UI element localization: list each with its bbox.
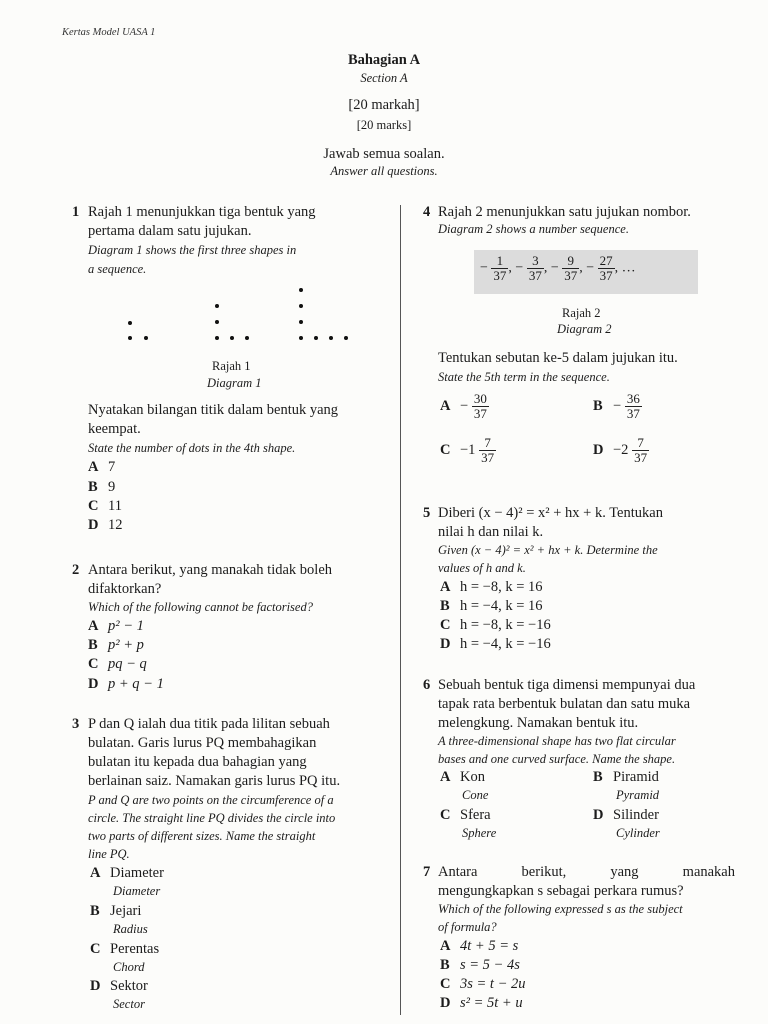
option-d[interactable]: D 12 — [88, 517, 123, 533]
dot — [299, 336, 303, 340]
sequence-term: $\frac{3}{37}$ — [528, 253, 542, 283]
option-d[interactable]: D p + q − 1 — [88, 676, 164, 692]
option-c[interactable]: C 11 — [88, 498, 122, 514]
option-c-en: Chord — [113, 960, 145, 974]
dot — [230, 336, 234, 340]
marks-ms: [20 markah] — [348, 97, 420, 113]
sequence-term: $\frac{27}{37}$ — [599, 253, 613, 283]
option-c[interactable]: C Sfera — [440, 807, 491, 823]
stem-line-en: values of h and k. — [438, 561, 526, 575]
ask-line-en: State the number of dots in the 4th shape. — [88, 441, 296, 455]
option-c[interactable]: C −1 $\frac{7}{37}$ — [440, 435, 495, 465]
option-c[interactable]: C pq − q — [88, 656, 147, 672]
option-d[interactable]: D Silinder — [593, 807, 659, 823]
option-b[interactable]: B h = −4, k = 16 — [440, 598, 543, 614]
instruction-ms: Jawab semua soalan. — [323, 146, 445, 162]
stem-line: bulatan itu kepada dua bahagian yang — [88, 754, 307, 770]
question-number: 2 — [72, 562, 80, 578]
dot — [329, 336, 333, 340]
stem-line-en: circle. The straight line PQ divides the circle into — [88, 811, 336, 825]
option-a-en: Cone — [462, 788, 489, 802]
option-a-en: Diameter — [113, 884, 161, 898]
column-divider — [400, 205, 401, 1015]
dot — [128, 321, 132, 325]
instruction-en: Answer all questions. — [330, 164, 438, 178]
stem-line-en: Diagram 1 shows the first three shapes in — [88, 243, 297, 257]
stem-line-en: line PQ. — [88, 847, 130, 861]
dot — [215, 320, 219, 324]
diagram-label-ms: Rajah 1 — [212, 359, 251, 373]
diagram-label-en: Diagram 2 — [557, 322, 612, 336]
stem-line: tapak rata berbentuk bulatan dan satu muka — [438, 696, 691, 712]
stem-line: Sebuah bentuk tiga dimensi mempunyai dua — [438, 677, 696, 693]
stem-line-en: P and Q are two points on the circumference of a — [88, 793, 334, 807]
stem-line: nilai h dan nilai k. — [438, 524, 544, 540]
option-b-en: Pyramid — [616, 788, 660, 802]
option-b[interactable]: B Piramid — [593, 769, 659, 785]
option-a[interactable]: A h = −8, k = 16 — [440, 579, 543, 595]
marks-en: [20 marks] — [356, 118, 412, 132]
dot — [128, 336, 132, 340]
stem-line: Antara berikut, yang manakah tidak boleh — [88, 562, 333, 578]
paper-label: Kertas Model UASA 1 — [62, 27, 156, 38]
stem-line: Rajah 2 menunjukkan satu jujukan nombor. — [438, 204, 691, 220]
dot — [245, 336, 249, 340]
diagram-label-en: Diagram 1 — [207, 376, 262, 390]
option-b[interactable]: B − $\frac{36}{37}$ — [593, 391, 640, 421]
sequence-term: $\frac{1}{37}$ — [493, 253, 507, 283]
ask-line: keempat. — [88, 421, 141, 437]
option-a[interactable]: A 4t + 5 = s — [440, 938, 519, 954]
option-d[interactable]: D s² = 5t + u — [440, 995, 523, 1011]
ask-line-en: State the 5th term in the sequence. — [438, 370, 610, 384]
section-title-ms: Bahagian A — [347, 52, 421, 68]
stem-line: Diberi (x − 4)² = x² + hx + k. Tentukan — [438, 505, 663, 521]
stem-line: difaktorkan? — [88, 581, 162, 597]
question-number: 1 — [72, 204, 80, 220]
option-b[interactable]: B p² + p — [88, 637, 144, 653]
option-b[interactable]: B 9 — [88, 479, 116, 495]
question-number: 5 — [423, 505, 431, 521]
stem-line: P dan Q ialah dua titik pada lilitan sebuah — [88, 716, 330, 732]
option-b[interactable]: B Jejari — [90, 903, 142, 919]
dot — [299, 288, 303, 292]
sequence-term: $\frac{9}{37}$ — [564, 253, 578, 283]
option-a[interactable]: A 7 — [88, 459, 116, 475]
stem-line: berlainan saiz. Namakan garis lurus PQ itu. — [88, 773, 341, 789]
option-c-en: Sphere — [462, 826, 497, 840]
stem-line-en: two parts of different sizes. Name the straight — [88, 829, 316, 843]
option-c[interactable]: C h = −8, k = −16 — [440, 617, 551, 633]
question-number: 6 — [423, 677, 431, 693]
diagram-label-ms: Rajah 2 — [562, 306, 601, 320]
dot — [299, 304, 303, 308]
question-number: 4 — [423, 204, 431, 220]
dot — [215, 304, 219, 308]
question-number: 3 — [72, 716, 80, 732]
stem-line: melengkung. Namakan bentuk itu. — [438, 715, 639, 731]
stem-line-en: of formula? — [438, 920, 497, 934]
dot — [299, 320, 303, 324]
option-b-en: Radius — [113, 922, 148, 936]
stem-line-en: Diagram 2 shows a number sequence. — [438, 222, 629, 236]
option-a[interactable]: A − $\frac{30}{37}$ — [440, 391, 487, 421]
option-d[interactable]: D Sektor — [90, 978, 148, 994]
option-c[interactable]: C Perentas — [90, 941, 160, 957]
option-d[interactable]: D −2 $\frac{7}{37}$ — [593, 435, 648, 465]
dot — [314, 336, 318, 340]
ask-line: Nyatakan bilangan titik dalam bentuk yang — [88, 402, 339, 418]
option-a[interactable]: A p² − 1 — [88, 618, 144, 634]
ask-line: Tentukan sebutan ke-5 dalam jujukan itu. — [438, 350, 678, 366]
option-d[interactable]: D h = −4, k = −16 — [440, 636, 551, 652]
stem-line-en: Given (x − 4)² = x² + hx + k. Determine the — [438, 543, 658, 557]
option-a[interactable]: A Diameter — [90, 865, 164, 881]
stem-line: mengungkapkan s sebagai perkara rumus? — [438, 883, 684, 899]
option-c[interactable]: C 3s = t − 2u — [440, 976, 526, 992]
number-sequence: − $\frac{1}{37}$ , − $\frac{3}{37}$ , − $\frac{9}{37}$ , − $\frac{27}{37}$ , … — [480, 253, 636, 283]
stem-line: bulatan. Garis lurus PQ membahagikan — [88, 735, 317, 751]
option-b[interactable]: B s = 5 − 4s — [440, 957, 520, 973]
option-d-en: Cylinder — [616, 826, 660, 840]
stem-line-en: Which of the following expressed s as the subject — [438, 902, 683, 916]
dot — [144, 336, 148, 340]
question-number: 7 — [423, 864, 431, 880]
option-a[interactable]: A Kon — [440, 769, 485, 785]
stem-line-en: a sequence. — [88, 262, 147, 276]
dot — [215, 336, 219, 340]
stem-line-en: A three-dimensional shape has two flat circular — [438, 734, 676, 748]
stem-line: Rajah 1 menunjukkan tiga bentuk yang — [88, 204, 316, 220]
section-title-en: Section A — [360, 71, 408, 85]
stem-line: pertama dalam satu jujukan. — [88, 223, 252, 239]
dot — [344, 336, 348, 340]
option-d-en: Sector — [113, 997, 145, 1011]
stem-line: Antara berikut, yang manakah — [438, 864, 735, 880]
stem-line-en: Which of the following cannot be factorised? — [88, 600, 313, 614]
stem-line-en: bases and one curved surface. Name the shape. — [438, 752, 676, 766]
